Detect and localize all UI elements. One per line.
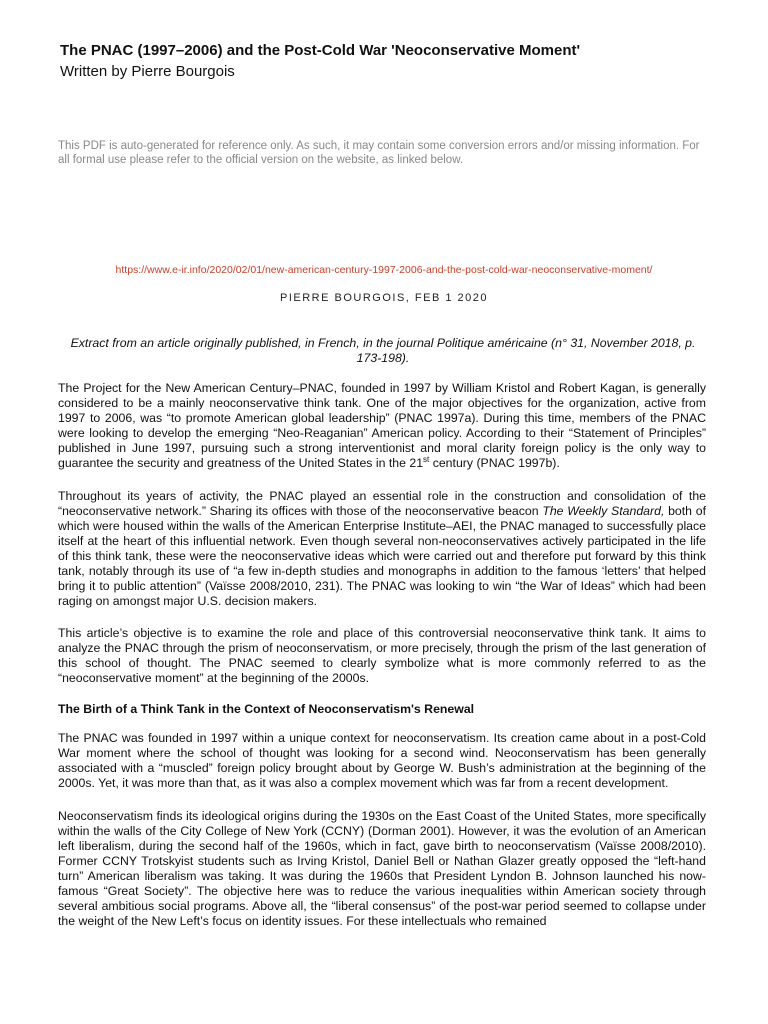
paragraph-2-text: Throughout its years of activity, the PNAC played an essential role in the construction and consolidation of the “neoconservative network.” Sharing its offices with those of the neoconservative beacon bbox=[58, 489, 706, 518]
publication-name: The Weekly Standard, bbox=[542, 504, 665, 518]
byline: PIERRE BOURGOIS, FEB 1 2020 bbox=[279, 292, 488, 304]
paragraph-1 bbox=[58, 381, 706, 471]
paragraph-4: The PNAC was founded in 1997 within a unique context for neoconservatism. Its creation came about in a post-Cold War moment where the school of thought was looking for a second wind. Neoconservatism has been generally associated with a “muscled” foreign policy brought about by George W. Bush’s administration at the beginning of the 2000s. Yet, it was more than that, as it was also a complex movement which was far from a recent development. bbox=[58, 731, 706, 790]
article-title: The PNAC (1997–2006) and the Post-Cold War 'Neoconservative Moment' bbox=[60, 42, 581, 59]
paragraph-1-text-end: century (PNAC 1997b). bbox=[429, 456, 560, 470]
paragraph-1-superscript: st bbox=[423, 454, 430, 464]
pdf-notice: This PDF is auto-generated for reference only. As such, it may contain some conversion errors and/or missing information. For all formal use please refer to the official version on the website, as linked below. bbox=[58, 140, 700, 166]
section-heading: The Birth of a Think Tank in the Context of Neoconservatism's Renewal bbox=[58, 702, 475, 716]
paragraph-2-text-end: both of which were housed within the walls of the American Enterprise Institute–AEI, the PNAC managed to successfully place itself at the heart of this influential network. Even though several non-neoconservatives actively participated in the life of this think tank, these were the neoconservative ideas which were carried out and therefore put forward by this think tank, notably through its use of “a few in-depth studies and monographs in addition to the famous ‘letters’ that helped bring it to public attention” (Vaïsse 2008/2010, 231). The PNAC was looking to win “the War of Ideas” which had been raging on amongst major U.S. decision makers. bbox=[58, 504, 706, 608]
source-link[interactable]: https://www.e-ir.info/2020/02/01/new-american-century-1997-2006-and-the-post-cold-war-neoconservative-moment/ bbox=[115, 264, 653, 276]
paragraph-5: Neoconservatism finds its ideological origins during the 1930s on the East Coast of the United States, more specifically within the walls of the City College of New York (CCNY) (Dorman 2001). However, it was the evolution of an American left liberalism, during the second half of the 1960s, which in fact, gave birth to neoconservatism (Vaïsse 2008/2010). Former CCNY Trotskyist students such as Irving Kristol, Daniel Bell or Nathan Glazer greatly opposed the “left-hand turn” American liberalism was taking. It was during the 1960s that President Lyndon B. Johnson launched his now-famous “Great Society”. The objective here was to reduce the various inequalities within American society through several ambitious social programs. Above all, the “liberal consensus” of the post-war period seemed to collapse under the weight of the New Left’s focus on identity issues. For these intellectuals who remained bbox=[58, 809, 706, 928]
paragraph-1-text: The Project for the New American Century–PNAC, founded in 1997 by William Kristol and Robert Kagan, is generally considered to be a mainly neoconservative think tank. One of the major objectives for the organization, active from 1997 to 2006, was “to promote American global leadership” (PNAC 1997a). During this time, members of the PNAC were looking to develop the emerging “Neo-Reaganian” American policy. According to their “Statement of Principles” published in June 1997, pursuing such a strong interventionist and moral clarity foreign policy is the only way to guarantee the security and greatness of the United States in the 21 bbox=[58, 381, 706, 470]
paragraph-2 bbox=[58, 489, 706, 609]
extract-note: Extract from an article originally published, in French, in the journal Politique américaine (n° 31, November 2018, p. 173-198). bbox=[70, 336, 696, 365]
article-author: Written by Pierre Bourgois bbox=[60, 63, 235, 80]
paragraph-3: This article’s objective is to examine the role and place of this controversial neoconservative think tank. It aims to analyze the PNAC through the prism of neoconservatism, or more precisely, through the prism of the last generation of this school of thought. The PNAC seemed to clearly symbolize what is more commonly referred to as the “neoconservative moment” at the beginning of the 2000s. bbox=[58, 626, 706, 685]
